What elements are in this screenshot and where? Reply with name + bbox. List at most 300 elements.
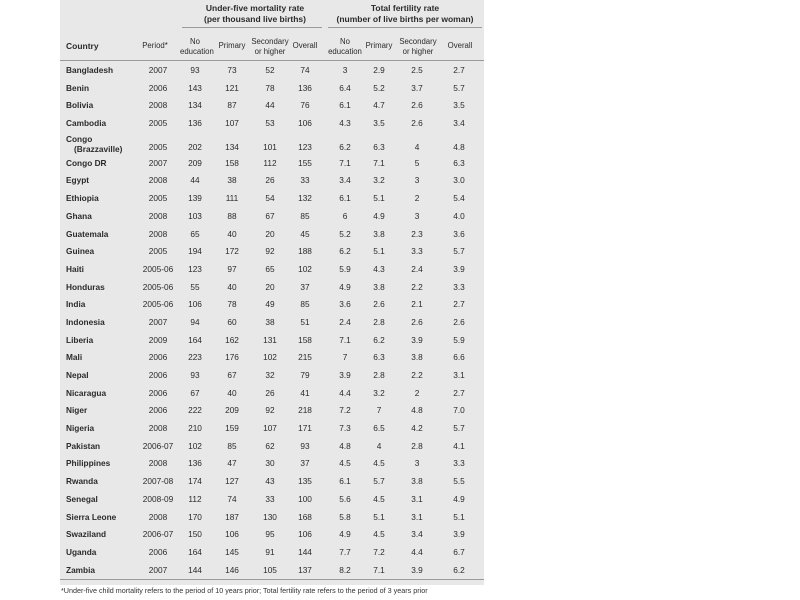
cell-fert-overall: 3.9 — [453, 529, 465, 540]
cell-mort-no-education: 143 — [188, 82, 202, 93]
col-header-text: Secondary — [399, 37, 437, 46]
cell-fert-no-education: 3 — [342, 65, 348, 75]
col-header-text: education — [180, 47, 214, 56]
cell-fert-no-education: 6.1 — [339, 193, 351, 204]
cell-fert-overall: 3.1 — [453, 370, 465, 380]
cell-country: Swaziland — [66, 529, 107, 540]
cell-country: Rwanda — [66, 476, 98, 487]
cell-fert-overall: 5.9 — [453, 334, 465, 345]
cell-mort-secondary: 78 — [265, 82, 275, 93]
cell-mort-no-education: 106 — [188, 299, 202, 310]
cell-mort-overall: 155 — [298, 157, 312, 168]
cell-fert-no-education: 3.4 — [339, 175, 351, 186]
col-header-country: Country — [66, 41, 99, 51]
col-header-fert-no-education — [328, 37, 362, 57]
cell-country-line: (Brazzaville) — [74, 143, 123, 154]
table-row — [60, 190, 484, 208]
cell-mort-primary: 38 — [227, 175, 237, 186]
fertility-group-rule — [328, 27, 482, 28]
cell-mort-secondary: 52 — [265, 65, 275, 75]
cell-fert-overall: 5.5 — [453, 476, 465, 487]
cell-fert-secondary: 4.8 — [411, 405, 423, 416]
cell-fert-primary: 5.2 — [373, 82, 385, 93]
col-header-text: or higher — [402, 47, 434, 56]
cell-mort-overall: 37 — [300, 281, 310, 292]
cell-mort-no-education: 202 — [188, 141, 202, 152]
cell-mort-no-education: 164 — [188, 546, 202, 557]
cell-country — [66, 134, 138, 154]
cell-country: Cambodia — [66, 118, 107, 129]
cell-period: 2005-06 — [142, 299, 174, 310]
table-row — [60, 455, 484, 473]
table-row — [60, 438, 484, 456]
cell-fert-no-education: 8.2 — [339, 564, 351, 575]
cell-country: Ghana — [66, 210, 92, 221]
cell-mort-no-education: 164 — [188, 334, 202, 345]
cell-fert-primary: 6.2 — [373, 334, 385, 345]
cell-mort-no-education: 144 — [188, 564, 202, 575]
cell-country: Uganda — [66, 546, 97, 557]
cell-fert-primary: 4.5 — [373, 529, 385, 540]
cell-period: 2005 — [148, 141, 168, 152]
table-row — [60, 509, 484, 527]
cell-fert-no-education: 5.9 — [339, 263, 351, 274]
cell-mort-no-education: 210 — [188, 423, 202, 434]
cell-mort-primary: 40 — [227, 281, 237, 292]
table-row — [60, 133, 484, 155]
cell-mort-secondary: 53 — [265, 118, 275, 129]
cell-fert-primary: 4 — [376, 440, 382, 451]
cell-period: 2007 — [148, 316, 168, 327]
cell-mort-secondary: 26 — [265, 387, 275, 398]
cell-period: 2008 — [148, 228, 168, 239]
cell-fert-overall: 4.9 — [453, 493, 465, 504]
cell-mort-overall: 51 — [300, 316, 310, 327]
cell-mort-overall: 168 — [298, 511, 312, 522]
cell-fert-secondary: 3.9 — [411, 564, 423, 575]
cell-country: Nigeria — [66, 423, 95, 434]
cell-mort-primary: 134 — [225, 141, 239, 152]
cell-mort-primary: 47 — [227, 458, 237, 469]
cell-mort-primary: 146 — [225, 564, 239, 575]
cell-mort-no-education: 223 — [188, 352, 202, 363]
cell-fert-secondary: 3.9 — [411, 334, 423, 345]
cell-mort-secondary: 54 — [265, 193, 275, 204]
cell-mort-overall: 158 — [298, 334, 312, 345]
cell-fert-secondary: 3.1 — [411, 493, 423, 504]
cell-fert-secondary: 3.8 — [411, 352, 423, 363]
cell-mort-primary: 88 — [227, 210, 237, 221]
cell-mort-primary: 159 — [225, 423, 239, 434]
cell-fert-secondary: 2.3 — [411, 228, 423, 239]
cell-fert-secondary: 2 — [414, 387, 420, 398]
cell-mort-primary: 127 — [225, 476, 239, 487]
cell-mort-no-education: 136 — [188, 118, 202, 129]
cell-mort-primary: 107 — [225, 118, 239, 129]
cell-mort-no-education: 174 — [188, 476, 202, 487]
footnote: *Under-five child mortality refers to the period of 10 years prior; Total fertility rate refers to the period of 3 years prior — [61, 586, 428, 595]
col-header-period: Period* — [142, 41, 168, 50]
cell-fert-primary: 3.8 — [373, 228, 385, 239]
cell-country: Bolivia — [66, 100, 94, 111]
cell-fert-no-education: 6.2 — [339, 141, 351, 152]
cell-fert-overall: 6.2 — [453, 564, 465, 575]
cell-fert-primary: 7.2 — [373, 546, 385, 557]
cell-fert-primary: 4.3 — [373, 263, 385, 274]
cell-mort-primary: 162 — [225, 334, 239, 345]
col-header-text: No — [340, 37, 350, 46]
cell-country: Guinea — [66, 246, 95, 257]
cell-mort-primary: 60 — [227, 316, 237, 327]
cell-fert-secondary: 5 — [414, 157, 420, 168]
cell-mort-secondary: 131 — [263, 334, 277, 345]
cell-country: Niger — [66, 405, 88, 416]
cell-mort-overall: 100 — [298, 493, 312, 504]
table-row — [60, 115, 484, 133]
cell-fert-no-education: 7 — [342, 352, 348, 363]
col-header-text: Secondary — [251, 37, 289, 46]
cell-mort-secondary: 49 — [265, 299, 275, 310]
cell-mort-primary: 176 — [225, 352, 239, 363]
cell-fert-overall: 5.7 — [453, 423, 465, 434]
cell-period: 2008 — [148, 175, 168, 186]
cell-period: 2008 — [148, 458, 168, 469]
cell-mort-secondary: 32 — [265, 370, 275, 380]
table-row — [60, 97, 484, 115]
cell-fert-primary: 2.8 — [373, 370, 385, 380]
cell-period: 2005 — [148, 118, 168, 129]
cell-mort-secondary: 101 — [263, 141, 277, 152]
table-row — [60, 544, 484, 562]
cell-mort-overall: 144 — [298, 546, 312, 557]
cell-mort-primary: 121 — [225, 82, 239, 93]
cell-fert-overall: 4.1 — [453, 440, 465, 451]
cell-fert-no-education: 5.8 — [339, 511, 351, 522]
cell-mort-no-education: 170 — [188, 511, 202, 522]
table-row — [60, 314, 484, 332]
cell-fert-no-education: 3.6 — [339, 299, 351, 310]
cell-country: Bangladesh — [66, 65, 114, 75]
cell-mort-overall: 85 — [300, 299, 310, 310]
cell-mort-secondary: 112 — [263, 157, 277, 168]
cell-mort-overall: 93 — [300, 440, 310, 451]
cell-period: 2007 — [148, 157, 168, 168]
cell-mort-overall: 37 — [300, 458, 310, 469]
cell-fert-secondary: 3.7 — [411, 82, 423, 93]
cell-mort-secondary: 92 — [265, 405, 275, 416]
cell-fert-primary: 3.2 — [373, 387, 385, 398]
cell-mort-overall: 79 — [300, 370, 310, 380]
cell-fert-overall: 2.7 — [453, 299, 465, 310]
cell-fert-secondary: 3.1 — [411, 511, 423, 522]
cell-mort-secondary: 130 — [263, 511, 277, 522]
cell-mort-no-education: 194 — [188, 246, 202, 257]
table-row — [60, 402, 484, 420]
cell-mort-no-education: 112 — [188, 493, 202, 504]
cell-mort-secondary: 67 — [265, 210, 275, 221]
cell-fert-secondary: 2.6 — [411, 100, 423, 111]
cell-mort-primary: 78 — [227, 299, 237, 310]
cell-mort-primary: 40 — [227, 387, 237, 398]
cell-period: 2006 — [148, 387, 168, 398]
table-bottom-rule — [60, 579, 484, 580]
cell-fert-overall: 7.0 — [453, 405, 465, 416]
cell-mort-secondary: 38 — [265, 316, 275, 327]
cell-fert-no-education: 2.4 — [339, 316, 351, 327]
cell-mort-overall: 85 — [300, 210, 310, 221]
table-row — [60, 226, 484, 244]
cell-mort-overall: 171 — [298, 423, 312, 434]
cell-mort-no-education: 123 — [188, 263, 202, 274]
cell-fert-primary: 5.1 — [373, 193, 385, 204]
cell-mort-no-education: 134 — [188, 100, 202, 111]
cell-fert-overall: 4.8 — [453, 141, 465, 152]
cell-fert-no-education: 5.6 — [339, 493, 351, 504]
table-header — [60, 0, 484, 61]
table-row — [60, 172, 484, 190]
cell-mort-overall: 132 — [298, 193, 312, 204]
col-header-text: No — [190, 37, 200, 46]
cell-fert-no-education: 4.5 — [339, 458, 351, 469]
cell-mort-primary: 187 — [225, 511, 239, 522]
cell-mort-secondary: 26 — [265, 175, 275, 186]
cell-fert-overall: 3.5 — [453, 100, 465, 111]
cell-country: Benin — [66, 82, 90, 93]
cell-fert-no-education: 7.2 — [339, 405, 351, 416]
cell-mort-no-education: 44 — [190, 175, 200, 186]
cell-mort-overall: 106 — [298, 529, 312, 540]
cell-mort-overall: 215 — [298, 352, 312, 363]
cell-mort-no-education: 136 — [188, 458, 202, 469]
cell-mort-secondary: 65 — [265, 263, 275, 274]
cell-period: 2005-06 — [142, 281, 174, 292]
cell-mort-no-education: 102 — [188, 440, 202, 451]
cell-fert-primary: 5.1 — [373, 511, 385, 522]
cell-fert-no-education: 6.1 — [339, 476, 351, 487]
mortality-group-header — [190, 3, 320, 25]
col-header-mort-secondary — [250, 37, 290, 57]
cell-country: Nepal — [66, 370, 89, 380]
cell-country: Zambia — [66, 564, 96, 575]
cell-fert-overall: 3.4 — [453, 118, 465, 129]
cell-fert-primary: 2.6 — [373, 299, 385, 310]
cell-country: Congo DR — [66, 157, 107, 168]
cell-mort-secondary: 20 — [265, 228, 275, 239]
cell-fert-no-education: 6.2 — [339, 246, 351, 257]
cell-period: 2005-06 — [142, 263, 174, 274]
cell-fert-secondary: 3 — [414, 175, 420, 186]
cell-fert-no-education: 5.2 — [339, 228, 351, 239]
cell-period: 2008 — [148, 511, 168, 522]
cell-mort-primary: 111 — [225, 193, 239, 204]
cell-fert-no-education: 3.9 — [339, 370, 351, 380]
cell-fert-secondary: 4.4 — [411, 546, 423, 557]
cell-mort-primary: 40 — [227, 228, 237, 239]
cell-fert-overall: 3.0 — [453, 175, 465, 186]
cell-fert-secondary: 2.6 — [411, 316, 423, 327]
table-row — [60, 332, 484, 350]
cell-period: 2006 — [148, 405, 168, 416]
cell-mort-overall: 123 — [298, 141, 312, 152]
cell-period: 2008 — [148, 423, 168, 434]
cell-country: Sierra Leone — [66, 511, 117, 522]
cell-mort-overall: 135 — [298, 476, 312, 487]
cell-fert-primary: 2.8 — [373, 316, 385, 327]
table-row — [60, 526, 484, 544]
cell-fert-overall: 6.7 — [453, 546, 465, 557]
cell-period: 2007 — [148, 564, 168, 575]
cell-mort-no-education: 209 — [188, 157, 202, 168]
cell-mort-primary: 106 — [225, 529, 239, 540]
cell-period: 2007 — [148, 65, 168, 75]
cell-mort-no-education: 94 — [190, 316, 200, 327]
cell-fert-no-education: 4.4 — [339, 387, 351, 398]
cell-fert-primary: 3.2 — [373, 175, 385, 186]
cell-fert-secondary: 2.2 — [411, 370, 423, 380]
cell-fert-overall: 5.1 — [453, 511, 465, 522]
cell-mort-no-education: 139 — [188, 193, 202, 204]
cell-mort-secondary: 91 — [265, 546, 275, 557]
cell-fert-secondary: 3 — [414, 458, 420, 469]
cell-fert-overall: 3.6 — [453, 228, 465, 239]
cell-mort-overall: 106 — [298, 118, 312, 129]
cell-country: Philippines — [66, 458, 111, 469]
col-header-fert-secondary — [398, 37, 438, 57]
data-table — [60, 0, 484, 585]
cell-mort-primary: 158 — [225, 157, 239, 168]
cell-mort-secondary: 92 — [265, 246, 275, 257]
cell-country: Mali — [66, 352, 83, 363]
cell-fert-primary: 7.1 — [373, 564, 385, 575]
cell-fert-overall: 6.3 — [453, 157, 465, 168]
cell-mort-no-education: 93 — [190, 65, 200, 75]
cell-country: Senegal — [66, 493, 98, 504]
cell-fert-primary: 6.3 — [373, 141, 385, 152]
mortality-group-subtitle: (per thousand live births) — [203, 14, 306, 24]
cell-mort-no-education: 65 — [190, 228, 200, 239]
cell-fert-primary: 2.9 — [373, 65, 385, 75]
cell-mort-overall: 74 — [300, 65, 310, 75]
table-row — [60, 261, 484, 279]
cell-mort-no-education: 150 — [188, 529, 202, 540]
table-row — [60, 473, 484, 491]
cell-mort-no-education: 103 — [188, 210, 202, 221]
cell-mort-secondary: 107 — [263, 423, 277, 434]
table-row — [60, 367, 484, 385]
cell-fert-primary: 6.3 — [373, 352, 385, 363]
cell-period: 2006 — [148, 546, 168, 557]
cell-fert-overall: 3.9 — [453, 263, 465, 274]
cell-mort-secondary: 20 — [265, 281, 275, 292]
cell-country: Pakistan — [66, 440, 101, 451]
col-header-mort-primary: Primary — [218, 41, 246, 50]
cell-period: 2006 — [148, 370, 168, 380]
cell-country: Egypt — [66, 175, 90, 186]
cell-period: 2008 — [148, 100, 168, 111]
col-header-text: or higher — [254, 47, 286, 56]
cell-fert-no-education: 4.9 — [339, 281, 351, 292]
cell-mort-no-education: 55 — [190, 281, 200, 292]
cell-mort-secondary: 62 — [265, 440, 275, 451]
cell-fert-secondary: 2.1 — [411, 299, 423, 310]
cell-fert-primary: 5.7 — [373, 476, 385, 487]
cell-mort-secondary: 30 — [265, 458, 275, 469]
col-header-fert-primary: Primary — [365, 41, 393, 50]
cell-fert-overall: 3.3 — [453, 458, 465, 469]
cell-country: Guatemala — [66, 228, 109, 239]
fertility-group-subtitle: (number of live births per woman) — [336, 14, 474, 24]
cell-mort-no-education: 93 — [190, 370, 200, 380]
cell-mort-primary: 74 — [227, 493, 237, 504]
cell-fert-overall: 2.7 — [453, 387, 465, 398]
cell-fert-overall: 5.7 — [453, 246, 465, 257]
cell-fert-no-education: 7.3 — [339, 423, 351, 434]
cell-fert-no-education: 6.1 — [339, 100, 351, 111]
cell-fert-primary: 4.9 — [373, 210, 385, 221]
cell-mort-primary: 67 — [227, 370, 237, 380]
table-row — [60, 420, 484, 438]
cell-fert-secondary: 2.5 — [411, 65, 423, 75]
cell-fert-primary: 3.8 — [373, 281, 385, 292]
cell-period: 2009 — [148, 334, 168, 345]
fertility-group-title: Total fertility rate — [370, 3, 440, 13]
cell-fert-overall: 5.4 — [453, 193, 465, 204]
cell-fert-no-education: 6 — [342, 210, 348, 221]
cell-fert-secondary: 4.2 — [411, 423, 423, 434]
col-header-text: education — [328, 47, 362, 56]
fertility-group-header — [328, 3, 482, 25]
cell-fert-overall: 4.0 — [453, 210, 465, 221]
table-row — [60, 296, 484, 314]
cell-mort-no-education: 222 — [188, 405, 202, 416]
cell-fert-primary: 7 — [376, 405, 382, 416]
cell-mort-overall: 41 — [300, 387, 310, 398]
cell-fert-no-education: 7.1 — [339, 334, 351, 345]
cell-fert-secondary: 3.4 — [411, 529, 423, 540]
cell-fert-no-education: 4.8 — [339, 440, 351, 451]
cell-fert-secondary: 3.8 — [411, 476, 423, 487]
cell-fert-primary: 6.5 — [373, 423, 385, 434]
col-header-mort-no-education — [180, 37, 214, 57]
cell-country: Ethiopia — [66, 193, 99, 204]
col-header-fert-overall: Overall — [447, 41, 473, 50]
cell-fert-primary: 3.5 — [373, 118, 385, 129]
cell-fert-secondary: 2.8 — [411, 440, 423, 451]
cell-fert-primary: 7.1 — [373, 157, 385, 168]
cell-fert-secondary: 2.2 — [411, 281, 423, 292]
cell-mort-overall: 76 — [300, 100, 310, 111]
col-header-mort-overall: Overall — [292, 41, 318, 50]
cell-fert-secondary: 2 — [414, 193, 420, 204]
cell-mort-overall: 136 — [298, 82, 312, 93]
cell-fert-primary: 5.1 — [373, 246, 385, 257]
table-row — [60, 279, 484, 297]
cell-fert-secondary: 3 — [414, 210, 420, 221]
cell-country: Haiti — [66, 263, 84, 274]
cell-fert-overall: 2.6 — [453, 316, 465, 327]
cell-fert-overall: 6.6 — [453, 352, 465, 363]
table-row — [60, 155, 484, 173]
cell-fert-secondary: 4 — [414, 141, 420, 152]
cell-period: 2005 — [148, 246, 168, 257]
table-row — [60, 385, 484, 403]
cell-fert-primary: 4.5 — [373, 493, 385, 504]
cell-mort-secondary: 105 — [263, 564, 277, 575]
table-body — [60, 62, 484, 579]
table-row — [60, 562, 484, 580]
cell-period: 2008-09 — [142, 493, 174, 504]
cell-fert-no-education: 4.3 — [339, 118, 351, 129]
